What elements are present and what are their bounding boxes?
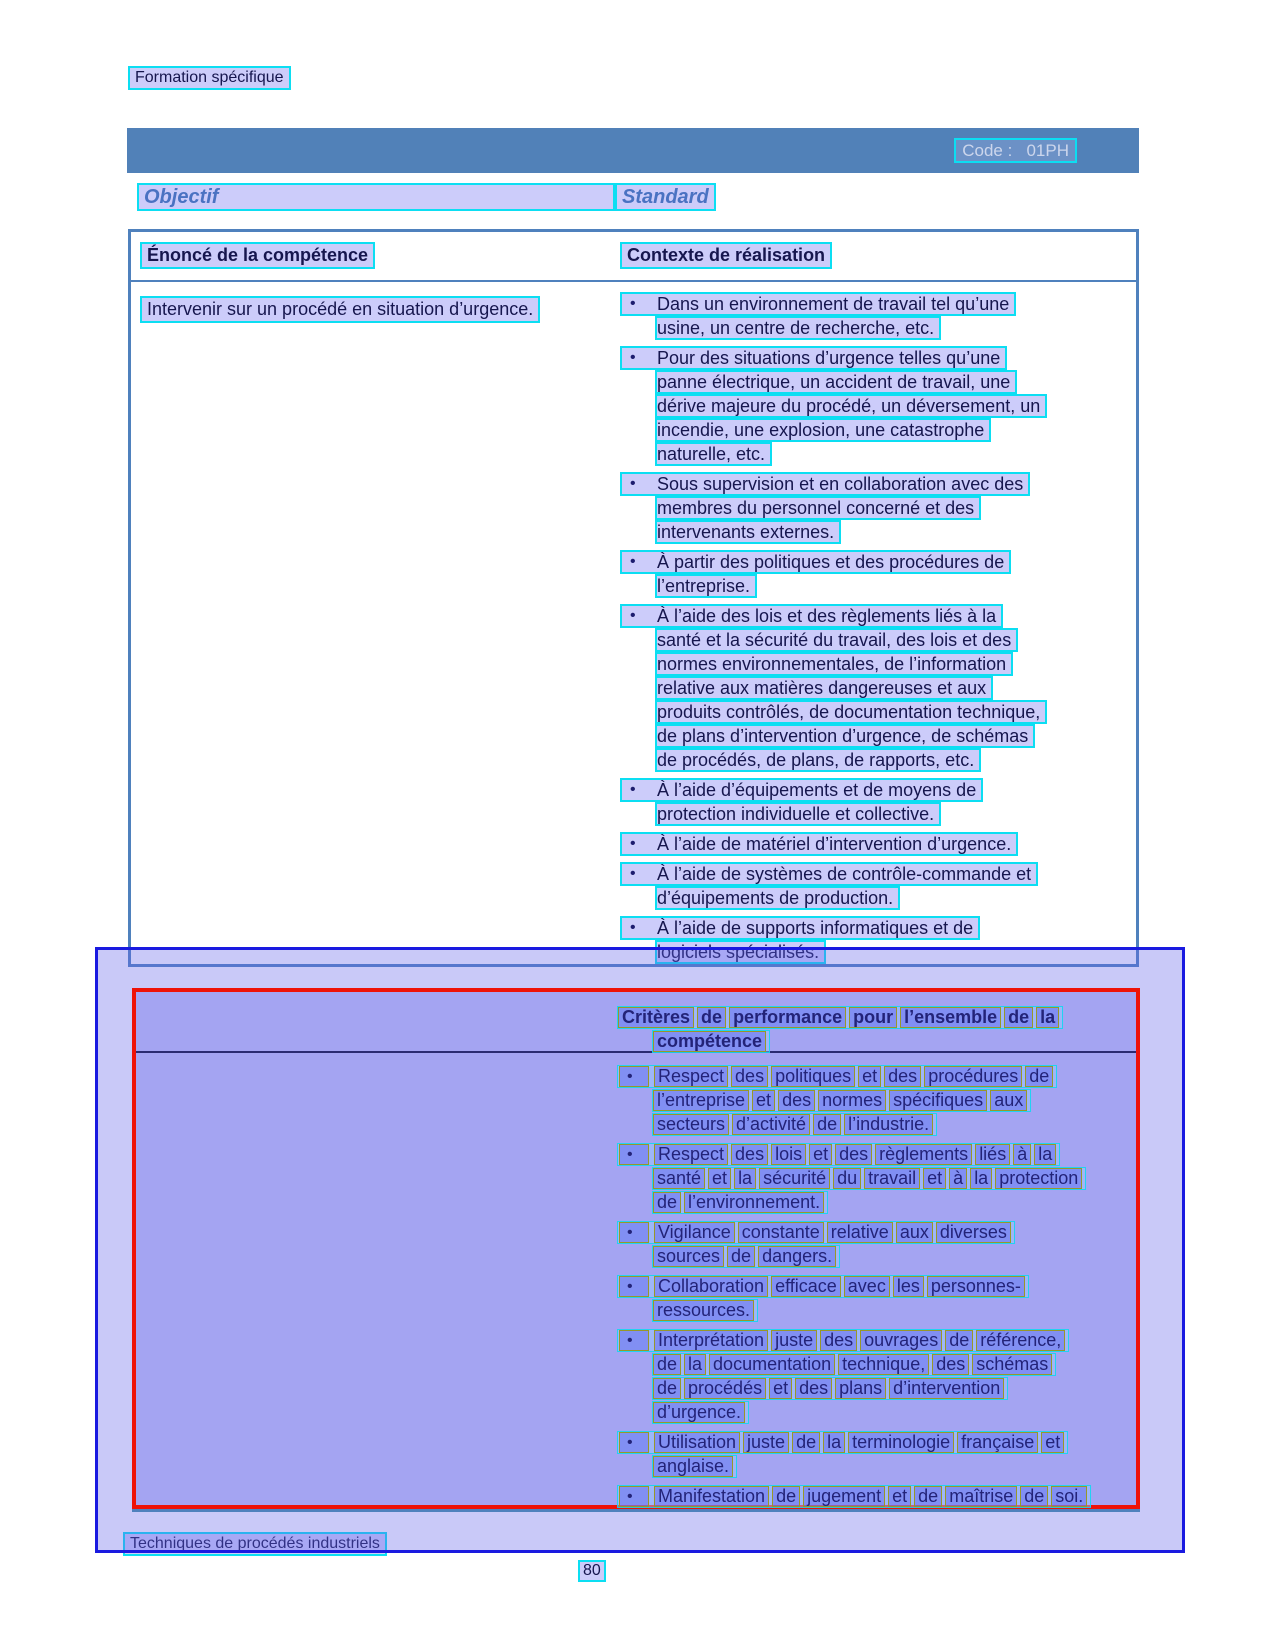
word-highlight: jugement [803, 1486, 885, 1507]
word-highlight: et [1041, 1432, 1064, 1453]
word-highlight: règlements [875, 1144, 972, 1165]
line-text: À l’aide des lois et des règlements liés à la [657, 605, 997, 626]
line-text: relative aux matières dangereuses et aux [657, 677, 987, 698]
word-highlight: et [769, 1378, 792, 1399]
line-highlight [620, 862, 1038, 886]
word-highlight: maîtrise [945, 1486, 1017, 1507]
word-highlight: des [884, 1066, 921, 1087]
word-highlight: des [820, 1330, 857, 1351]
line-text [653, 1168, 1085, 1189]
text-line [620, 418, 1140, 442]
word-highlight: liés [975, 1144, 1010, 1165]
line-highlight [655, 652, 1013, 676]
line-highlight [620, 292, 1016, 316]
line-text [654, 1144, 1059, 1165]
word-highlight: secteurs [653, 1114, 729, 1135]
word-highlight: sources [653, 1246, 724, 1267]
word-highlight: normes [818, 1090, 886, 1111]
line-text [654, 1486, 1090, 1507]
line-text: À l’aide de supports informatiques et de [657, 917, 974, 938]
word-highlight: santé [653, 1168, 705, 1189]
line-text: naturelle, etc. [657, 443, 766, 464]
bullet-icon: • [619, 1144, 649, 1165]
line-highlight [655, 442, 772, 466]
line-highlight [652, 1401, 749, 1424]
line-highlight [617, 1143, 1060, 1166]
line-highlight [652, 1353, 1056, 1376]
line-highlight [655, 724, 1035, 748]
bullet-icon: • [619, 1066, 649, 1087]
word-highlight: française [957, 1432, 1038, 1453]
line-text: Dans un environnement de travail tel qu’une [657, 293, 1010, 314]
line-text: dérive majeure du procédé, un déversement, un [657, 395, 1041, 416]
line-highlight [652, 1089, 1031, 1112]
line-highlight [652, 1299, 758, 1322]
word-highlight: relative [827, 1222, 893, 1243]
line-highlight [655, 496, 981, 520]
text-line [620, 550, 1140, 574]
line-text: d’équipements de production. [657, 887, 894, 908]
col-header-contexte: Contexte de réalisation [620, 242, 832, 269]
word-highlight: d’urgence. [653, 1402, 745, 1423]
word-highlight: l’industrie. [844, 1114, 933, 1135]
competence-table [128, 229, 1139, 967]
line-highlight [617, 1006, 1063, 1029]
footer-text: Techniques de procédés industriels [123, 1532, 387, 1556]
criteria-header-text [617, 1006, 1136, 1054]
line-text [653, 1192, 827, 1213]
line-text: À l’aide de matériel d’intervention d’urgence. [657, 833, 1012, 854]
line-highlight [652, 1113, 937, 1136]
line-highlight [652, 1377, 1008, 1400]
line-highlight [652, 1030, 770, 1053]
text-line [617, 1065, 1136, 1089]
word-highlight: l’entreprise [653, 1090, 749, 1111]
word-highlight: les [893, 1276, 924, 1297]
line-text: de procédés, de plans, de rapports, etc. [657, 749, 975, 770]
line-highlight [620, 346, 1007, 370]
line-text: À l’aide d’équipements et de moyens de [657, 779, 977, 800]
word-highlight: politiques [771, 1066, 855, 1087]
text-line [617, 1455, 1136, 1479]
text-line [617, 1089, 1136, 1113]
bullet-icon: • [630, 919, 636, 936]
bullet-icon: • [619, 1432, 649, 1453]
word-highlight: anglaise. [653, 1456, 733, 1477]
line-text: normes environnementales, de l’information [657, 653, 1007, 674]
word-highlight: de [1004, 1007, 1033, 1028]
text-line [620, 472, 1140, 496]
word-highlight: de [697, 1007, 726, 1028]
word-highlight: lois [771, 1144, 806, 1165]
line-highlight [655, 418, 991, 442]
word-highlight: Respect [654, 1144, 728, 1165]
line-text: À l’aide de systèmes de contrôle-commande et [657, 863, 1032, 884]
word-highlight: plans [835, 1378, 886, 1399]
text-line [617, 1221, 1136, 1245]
objectif-standard-row [137, 183, 716, 211]
section-label [128, 66, 291, 90]
line-text: logiciels spécialisés. [657, 941, 820, 962]
word-highlight: des [731, 1066, 768, 1087]
line-text [654, 1066, 1056, 1087]
word-highlight: d’intervention [889, 1378, 1004, 1399]
line-highlight [617, 1275, 1029, 1298]
word-highlight: la [734, 1168, 756, 1189]
line-text [618, 1007, 1062, 1028]
word-highlight: Manifestation [654, 1486, 769, 1507]
line-highlight [652, 1167, 1086, 1190]
text-line [620, 316, 1140, 340]
word-highlight: ressources. [653, 1300, 754, 1321]
text-line [620, 778, 1140, 802]
text-line [620, 832, 1140, 856]
line-highlight [617, 1485, 1091, 1508]
line-highlight [655, 520, 841, 544]
word-highlight: de [1020, 1486, 1048, 1507]
criteria-header-row [136, 992, 1136, 1053]
word-highlight: de [653, 1354, 681, 1375]
word-highlight: la [1036, 1007, 1059, 1028]
code-label: Code : 01PH [954, 138, 1077, 163]
text-line [620, 370, 1140, 394]
word-highlight: performance [729, 1007, 846, 1028]
text-line [617, 1167, 1136, 1191]
text-line [620, 724, 1140, 748]
section-label-highlight: Formation spécifique [128, 66, 291, 90]
line-highlight [617, 1431, 1068, 1454]
line-text [653, 1114, 936, 1135]
line-text: panne électrique, un accident de travail, une [657, 371, 1011, 392]
word-highlight: des [778, 1090, 815, 1111]
bullet-icon: • [630, 607, 636, 624]
word-highlight: de [727, 1246, 755, 1267]
text-line [617, 1329, 1136, 1353]
word-highlight: d’activité [732, 1114, 810, 1135]
word-highlight: avec [844, 1276, 890, 1297]
word-highlight: compétence [653, 1031, 766, 1052]
word-highlight: diverses [936, 1222, 1011, 1243]
line-highlight [617, 1065, 1057, 1088]
line-highlight [655, 628, 1018, 652]
word-highlight: aux [896, 1222, 933, 1243]
objectif-heading: Objectif [137, 183, 615, 211]
line-highlight [655, 394, 1047, 418]
line-text [653, 1456, 736, 1477]
word-highlight: de [945, 1330, 973, 1351]
line-text [653, 1300, 757, 1321]
text-line [617, 1275, 1136, 1299]
line-text [654, 1222, 1014, 1243]
text-line [620, 886, 1140, 910]
text-line [617, 1401, 1136, 1425]
text-line [620, 748, 1140, 772]
text-line [620, 394, 1140, 418]
text-line [617, 1431, 1136, 1455]
line-highlight [655, 676, 993, 700]
annotation-red-box [132, 988, 1140, 1509]
word-highlight: et [809, 1144, 832, 1165]
word-highlight: de [813, 1114, 841, 1135]
bullet-icon: • [630, 475, 636, 492]
word-highlight: de [772, 1486, 800, 1507]
line-text: produits contrôlés, de documentation technique, [657, 701, 1041, 722]
competence-table-header [131, 232, 1136, 282]
word-highlight: juste [743, 1432, 789, 1453]
text-line [620, 862, 1140, 886]
line-text [653, 1354, 1055, 1375]
bullet-icon: • [619, 1486, 649, 1507]
word-highlight: de [653, 1378, 681, 1399]
word-highlight: et [752, 1090, 775, 1111]
text-line [620, 700, 1140, 724]
text-line [620, 292, 1140, 316]
enonce-text: Intervenir sur un procédé en situation d’urgence. [140, 296, 540, 323]
word-highlight: ouvrages [860, 1330, 942, 1351]
word-highlight: et [708, 1168, 731, 1189]
text-line [617, 1245, 1136, 1269]
word-highlight: soi. [1051, 1486, 1087, 1507]
line-text: À partir des politiques et des procédures de [657, 551, 1005, 572]
text-line [617, 1299, 1136, 1323]
bullet-icon: • [630, 865, 636, 882]
word-highlight: à [1013, 1144, 1031, 1165]
word-highlight: la [1034, 1144, 1056, 1165]
line-text [654, 1432, 1067, 1453]
text-line [617, 1143, 1136, 1167]
contexte-cell [620, 286, 1140, 964]
line-highlight [655, 370, 1017, 394]
word-highlight: Utilisation [654, 1432, 740, 1453]
bullet-icon: • [630, 781, 636, 798]
bullet-icon: • [619, 1276, 649, 1297]
criteria-list [136, 1053, 1136, 1509]
word-highlight: de [1025, 1066, 1053, 1087]
word-highlight: spécifiques [889, 1090, 987, 1111]
word-highlight: documentation [709, 1354, 835, 1375]
line-text: santé et la sécurité du travail, des lois et des [657, 629, 1012, 650]
text-line [617, 1377, 1136, 1401]
word-highlight: pour [849, 1007, 897, 1028]
word-highlight: protection [995, 1168, 1082, 1189]
word-highlight: efficace [771, 1276, 841, 1297]
text-line [620, 346, 1140, 370]
word-highlight: procédures [924, 1066, 1022, 1087]
text-line [620, 442, 1140, 466]
line-text: Pour des situations d’urgence telles qu’une [657, 347, 1001, 368]
text-line [617, 1030, 1136, 1054]
word-highlight: juste [771, 1330, 817, 1351]
line-text: de plans d’intervention d’urgence, de schémas [657, 725, 1029, 746]
word-highlight: sécurité [759, 1168, 830, 1189]
title-bar [127, 128, 1139, 173]
criteria-table-bottom-border [132, 1509, 1140, 1512]
line-text: intervenants externes. [657, 521, 835, 542]
line-highlight [655, 802, 941, 826]
word-highlight: du [833, 1168, 861, 1189]
text-line [620, 652, 1140, 676]
word-highlight: et [888, 1486, 911, 1507]
line-text [653, 1031, 769, 1052]
word-highlight: procédés [684, 1378, 766, 1399]
page-number [578, 1560, 606, 1582]
bullet-icon: • [619, 1222, 649, 1243]
line-text: usine, un centre de recherche, etc. [657, 317, 935, 338]
line-text [654, 1276, 1028, 1297]
bullet-icon: • [630, 835, 636, 852]
text-line [620, 604, 1140, 628]
page-number-text: 80 [578, 1560, 606, 1582]
word-highlight: Vigilance [654, 1222, 735, 1243]
word-highlight: Interprétation [654, 1330, 768, 1351]
word-highlight: et [923, 1168, 946, 1189]
standard-heading: Standard [615, 183, 716, 211]
line-highlight [620, 778, 983, 802]
line-highlight [617, 1329, 1069, 1352]
line-highlight [652, 1455, 737, 1478]
word-highlight: Collaboration [654, 1276, 768, 1297]
line-text [653, 1378, 1007, 1399]
text-line [620, 916, 1140, 940]
bullet-icon: • [630, 553, 636, 570]
bullet-icon: • [630, 349, 636, 366]
line-highlight [652, 1245, 840, 1268]
word-highlight: des [835, 1144, 872, 1165]
line-text [654, 1330, 1068, 1351]
word-highlight: l’ensemble [900, 1007, 1001, 1028]
word-highlight: schémas [972, 1354, 1052, 1375]
line-highlight [620, 550, 1011, 574]
col-header-enonce: Énoncé de la compétence [140, 242, 375, 269]
text-line [617, 1353, 1136, 1377]
word-highlight: la [684, 1354, 706, 1375]
bullet-icon: • [630, 295, 636, 312]
line-highlight [655, 748, 981, 772]
line-highlight [617, 1221, 1015, 1244]
word-highlight: à [949, 1168, 967, 1189]
line-text: Sous supervision et en collaboration avec des [657, 473, 1024, 494]
word-highlight: des [795, 1378, 832, 1399]
word-highlight: référence, [976, 1330, 1065, 1351]
line-highlight [620, 604, 1003, 628]
line-highlight [655, 574, 757, 598]
line-highlight [655, 316, 941, 340]
word-highlight: de [792, 1432, 820, 1453]
text-line [617, 1191, 1136, 1215]
line-text: incendie, une explosion, une catastrophe [657, 419, 985, 440]
word-highlight: la [970, 1168, 992, 1189]
word-highlight: des [731, 1144, 768, 1165]
text-line [617, 1485, 1136, 1509]
line-text [653, 1402, 748, 1423]
word-highlight: la [823, 1432, 845, 1453]
line-highlight [620, 832, 1018, 856]
word-highlight: terminologie [848, 1432, 954, 1453]
line-text: protection individuelle et collective. [657, 803, 935, 824]
line-text [653, 1246, 839, 1267]
word-highlight: technique, [838, 1354, 929, 1375]
line-text [653, 1090, 1030, 1111]
line-highlight [620, 472, 1030, 496]
text-line [620, 802, 1140, 826]
text-line [620, 496, 1140, 520]
text-line [620, 628, 1140, 652]
text-line [617, 1006, 1136, 1030]
word-highlight: et [858, 1066, 881, 1087]
line-text: membres du personnel concerné et des [657, 497, 975, 518]
word-highlight: de [653, 1192, 681, 1213]
text-line [620, 574, 1140, 598]
text-line [617, 1113, 1136, 1137]
word-highlight: de [914, 1486, 942, 1507]
word-highlight: constante [738, 1222, 824, 1243]
word-highlight: l’environnement. [684, 1192, 824, 1213]
bullet-icon: • [619, 1330, 649, 1351]
word-highlight: Respect [654, 1066, 728, 1087]
line-highlight [655, 886, 900, 910]
text-line [620, 520, 1140, 544]
word-highlight: travail [864, 1168, 920, 1189]
enonce-cell [140, 296, 540, 323]
word-highlight: aux [990, 1090, 1027, 1111]
line-highlight [652, 1191, 828, 1214]
text-line [620, 676, 1140, 700]
line-highlight [655, 700, 1047, 724]
word-highlight: des [932, 1354, 969, 1375]
word-highlight: personnes- [927, 1276, 1025, 1297]
word-highlight: Critères [618, 1007, 694, 1028]
line-text: l’entreprise. [657, 575, 751, 596]
line-highlight [620, 916, 980, 940]
word-highlight: dangers. [758, 1246, 836, 1267]
